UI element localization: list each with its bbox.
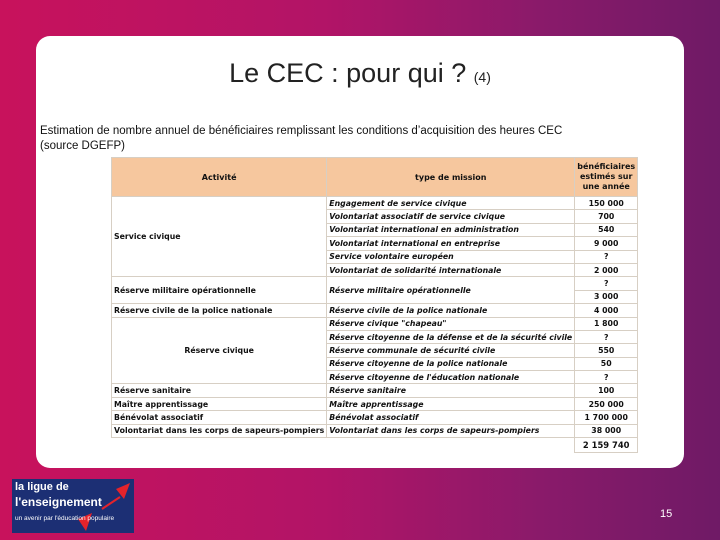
header-beneficiaires: bénéficiaires estimés sur une année xyxy=(575,158,638,197)
value-cell: 50 xyxy=(575,357,638,370)
slide-subtitle xyxy=(40,124,640,154)
ligue-enseignement-logo xyxy=(12,479,134,533)
value-cell: 2 000 xyxy=(575,263,638,276)
mission-cell: Réserve civique "chapeau" xyxy=(327,317,575,330)
group-reserve-police: Réserve civile de la police nationale xyxy=(112,304,327,317)
value-cell: 1 700 000 xyxy=(575,411,638,424)
slide-card xyxy=(36,36,684,468)
value-cell: 150 000 xyxy=(575,197,638,210)
mission-cell: Réserve militaire opérationnelle xyxy=(327,277,575,304)
mission-cell: Engagement de service civique xyxy=(327,197,575,210)
group-reserve-sanitaire: Réserve sanitaire xyxy=(112,384,327,397)
group-reserve-militaire: Réserve militaire opérationnelle xyxy=(112,277,327,304)
title-reference: (4) xyxy=(473,69,491,85)
mission-cell: Volontariat international en entreprise xyxy=(327,237,575,250)
mission-cell: Réserve citoyenne de l'éducation nationale xyxy=(327,371,575,384)
mission-cell: Réserve communale de sécurité civile xyxy=(327,344,575,357)
table-total-row xyxy=(112,438,638,453)
beneficiaries-table xyxy=(111,157,638,453)
table-row xyxy=(112,197,638,210)
mission-cell: Maître apprentissage xyxy=(327,397,575,410)
value-cell: 38 000 xyxy=(575,424,638,437)
title-text: Le CEC : pour qui ? xyxy=(229,58,467,88)
value-cell: ? xyxy=(575,250,638,263)
total-value: 2 159 740 xyxy=(575,438,638,453)
value-cell: 700 xyxy=(575,210,638,223)
value-cell: 100 xyxy=(575,384,638,397)
mission-cell: Volontariat international en administration xyxy=(327,223,575,236)
mission-cell: Volontariat associatif de service civique xyxy=(327,210,575,223)
group-reserve-civique: Réserve civique xyxy=(112,317,327,384)
table-header-row xyxy=(112,158,638,197)
table-row xyxy=(112,384,638,397)
value-cell: ? xyxy=(575,277,638,290)
table-row xyxy=(112,411,638,424)
mission-cell: Réserve civile de la police nationale xyxy=(327,304,575,317)
table-row xyxy=(112,317,638,330)
mission-cell: Réserve citoyenne de la défense et de la sécurité civile xyxy=(327,330,575,343)
group-service-civique: Service civique xyxy=(112,197,327,277)
value-cell: 540 xyxy=(575,223,638,236)
page-number: 15 xyxy=(660,508,673,520)
mission-cell: Volontariat dans les corps de sapeurs-pompiers xyxy=(327,424,575,437)
group-volontariat-pompiers: Volontariat dans les corps de sapeurs-pompiers xyxy=(112,424,327,437)
subtitle-line-1: Estimation de nombre annuel de bénéficiaires remplissant les conditions d’acquisition des heures CEC xyxy=(40,125,563,137)
value-cell: 4 000 xyxy=(575,304,638,317)
group-benevolat: Bénévolat associatif xyxy=(112,411,327,424)
value-cell: 550 xyxy=(575,344,638,357)
total-spacer xyxy=(112,438,327,453)
table-row xyxy=(112,277,638,290)
group-maitre-apprentissage: Maître apprentissage xyxy=(112,397,327,410)
mission-cell: Réserve citoyenne de la police nationale xyxy=(327,357,575,370)
subtitle-line-2: (source DGEFP) xyxy=(40,140,125,152)
slide-title xyxy=(36,58,684,89)
mission-cell: Réserve sanitaire xyxy=(327,384,575,397)
mission-cell: Bénévolat associatif xyxy=(327,411,575,424)
mission-cell: Service volontaire européen xyxy=(327,250,575,263)
header-type-mission: type de mission xyxy=(327,158,575,197)
value-cell: 1 800 xyxy=(575,317,638,330)
table-row xyxy=(112,424,638,437)
value-cell: ? xyxy=(575,330,638,343)
table-row xyxy=(112,397,638,410)
value-cell: 250 000 xyxy=(575,397,638,410)
mission-cell: Volontariat de solidarité internationale xyxy=(327,263,575,276)
value-cell: ? xyxy=(575,371,638,384)
table-row xyxy=(112,304,638,317)
logo-line-1: la ligue de xyxy=(15,481,69,493)
value-cell: 9 000 xyxy=(575,237,638,250)
value-cell: 3 000 xyxy=(575,290,638,303)
logo-line-2: l'enseignement xyxy=(15,495,102,509)
total-spacer xyxy=(327,438,575,453)
logo-tagline: un avenir par l'éducation populaire xyxy=(15,515,115,522)
header-activite: Activité xyxy=(112,158,327,197)
